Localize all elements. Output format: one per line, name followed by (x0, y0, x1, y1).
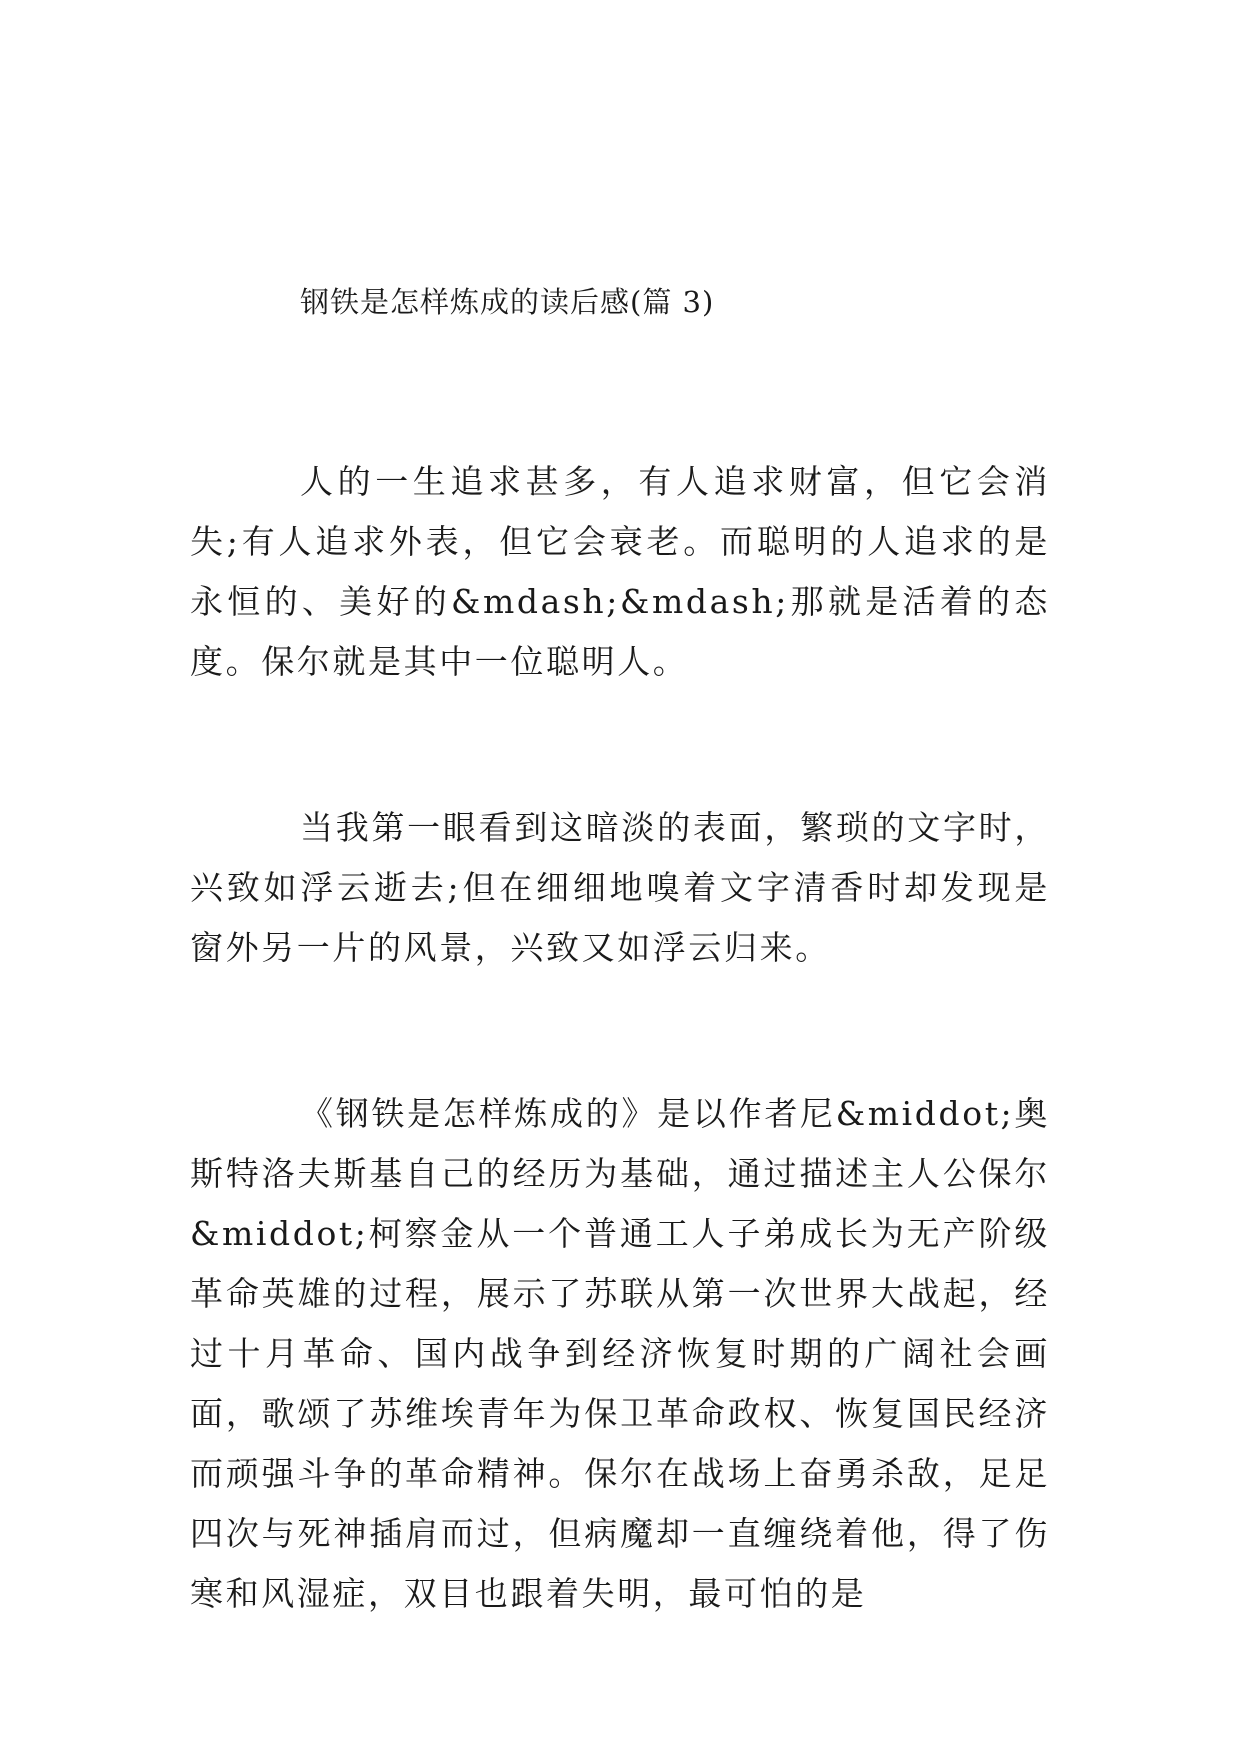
paragraph-book-summary: 《钢铁是怎样炼成的》是以作者尼&middot;奥斯特洛夫斯基自己的经历为基础，通过描述主人公保尔&middot;柯察金从一个普通工人子弟成长为无产阶级革命英雄的过程，展示了苏联从第一次世界大战起，经过十月革命、国内战争到经济恢复时期的广阔社会画面，歌颂了苏维埃青年为保卫革命政权、恢复国民经济而顽强斗争的革命精神。保尔在战场上奋勇杀敌，足足四次与死神插肩而过，但病魔却一直缠绕着他，得了伤寒和风湿症，双目也跟着失明，最可怕的是 (190, 1094, 1050, 1613)
paragraph-first-impression: 当我第一眼看到这暗淡的表面，繁琐的文字时，兴致如浮云逝去;但在细细地嗅着文字清香时却发现是窗外另一片的风景，兴致又如浮云归来。 (190, 808, 1050, 967)
document-title: 钢铁是怎样炼成的读后感(篇 3) (300, 285, 715, 319)
paragraph-intro: 人的一生追求甚多，有人追求财富，但它会消失;有人追求外表，但它会衰老。而聪明的人追求的是永恒的、美好的&mdash;&mdash;那就是活着的态度。保尔就是其中一位聪明人。 (190, 462, 1050, 681)
